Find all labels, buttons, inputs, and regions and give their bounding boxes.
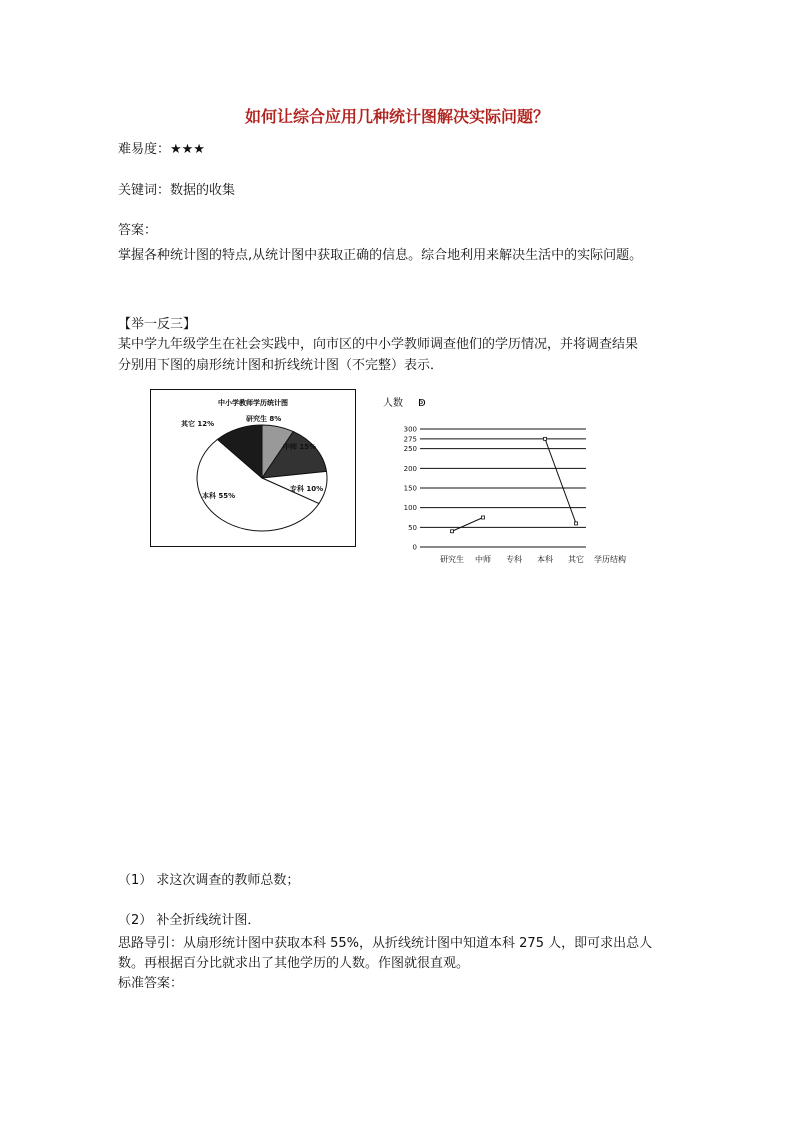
y-axis-arrow-icon: ↁ	[418, 398, 426, 409]
keywords-line: 关键词：数据的收集	[118, 183, 236, 198]
standard-answer-label: 标准答案：	[118, 976, 184, 991]
y-tick-label-250: 250	[403, 445, 417, 454]
x-tick-label-2: 中师	[475, 555, 491, 564]
question-1: （1） 求这次调查的教师总数；	[118, 873, 300, 888]
y-tick-label-200: 200	[403, 464, 417, 473]
y-axis-label: 人数	[383, 398, 403, 409]
y-tick-label-300: 300	[403, 425, 417, 434]
hint-line-1: 思路导引：从扇形统计图中获取本科 55%，从折线统计图中知道本科 275 人，即可求出总人	[118, 936, 653, 951]
pie-chart	[150, 389, 356, 547]
y-tick-label-100: 100	[403, 504, 417, 513]
pie-chart-title: 中小学教师学历统计图	[218, 399, 288, 407]
line-point-1-2	[482, 516, 485, 519]
line-point-2-2	[575, 522, 578, 525]
line-segment-1	[452, 518, 483, 532]
problem-line-2: 分别用下图的扇形统计图和折线统计图（不完整）表示．	[118, 358, 444, 373]
line-chart	[376, 389, 646, 569]
question-2: （2） 补全折线统计图．	[118, 913, 261, 928]
x-tick-label-1: 研究生	[440, 555, 464, 564]
line-point-2-1	[544, 437, 547, 440]
difficulty-line: 难易度：★★★	[118, 142, 205, 157]
pie-slice-label-3: 专科 10%	[290, 485, 324, 493]
line-point-1-1	[451, 530, 454, 533]
x-tick-label-5: 其它	[568, 555, 584, 564]
pie-slice-label-1: 研究生 8%	[246, 415, 282, 423]
hint-line-2: 数。再根据百分比就求出了其他学历的人数。作图就很直观。	[118, 956, 470, 971]
x-tick-label-4: 本科	[537, 555, 553, 564]
pie-slice-label-4: 本科 55%	[202, 492, 236, 500]
answer-label: 答案：	[118, 223, 158, 238]
problem-line-1: 某中学九年级学生在社会实践中，向市区的中小学教师调查他们的学历情况，并将调查结果	[118, 337, 639, 352]
y-tick-label-50: 50	[408, 523, 417, 532]
answer-text: 掌握各种统计图的特点,从统计图中获取正确的信息。综合地利用来解决生活中的实际问题。	[118, 248, 643, 263]
x-tick-label-3: 专科	[506, 555, 522, 564]
example-heading: 【举一反三】	[118, 317, 197, 332]
x-axis-label: 学历结构	[594, 555, 626, 564]
page-title: 如何让综合应用几种统计图解决实际问题？	[244, 107, 549, 126]
line-segment-2	[545, 439, 576, 524]
y-tick-label-150: 150	[403, 484, 417, 493]
pie-slice-label-2: 中师 15%	[283, 443, 317, 451]
pie-slice-label-5: 其它 12%	[181, 420, 215, 428]
y-tick-label-0: 0	[412, 543, 417, 552]
y-tick-label-275: 275	[403, 435, 417, 444]
